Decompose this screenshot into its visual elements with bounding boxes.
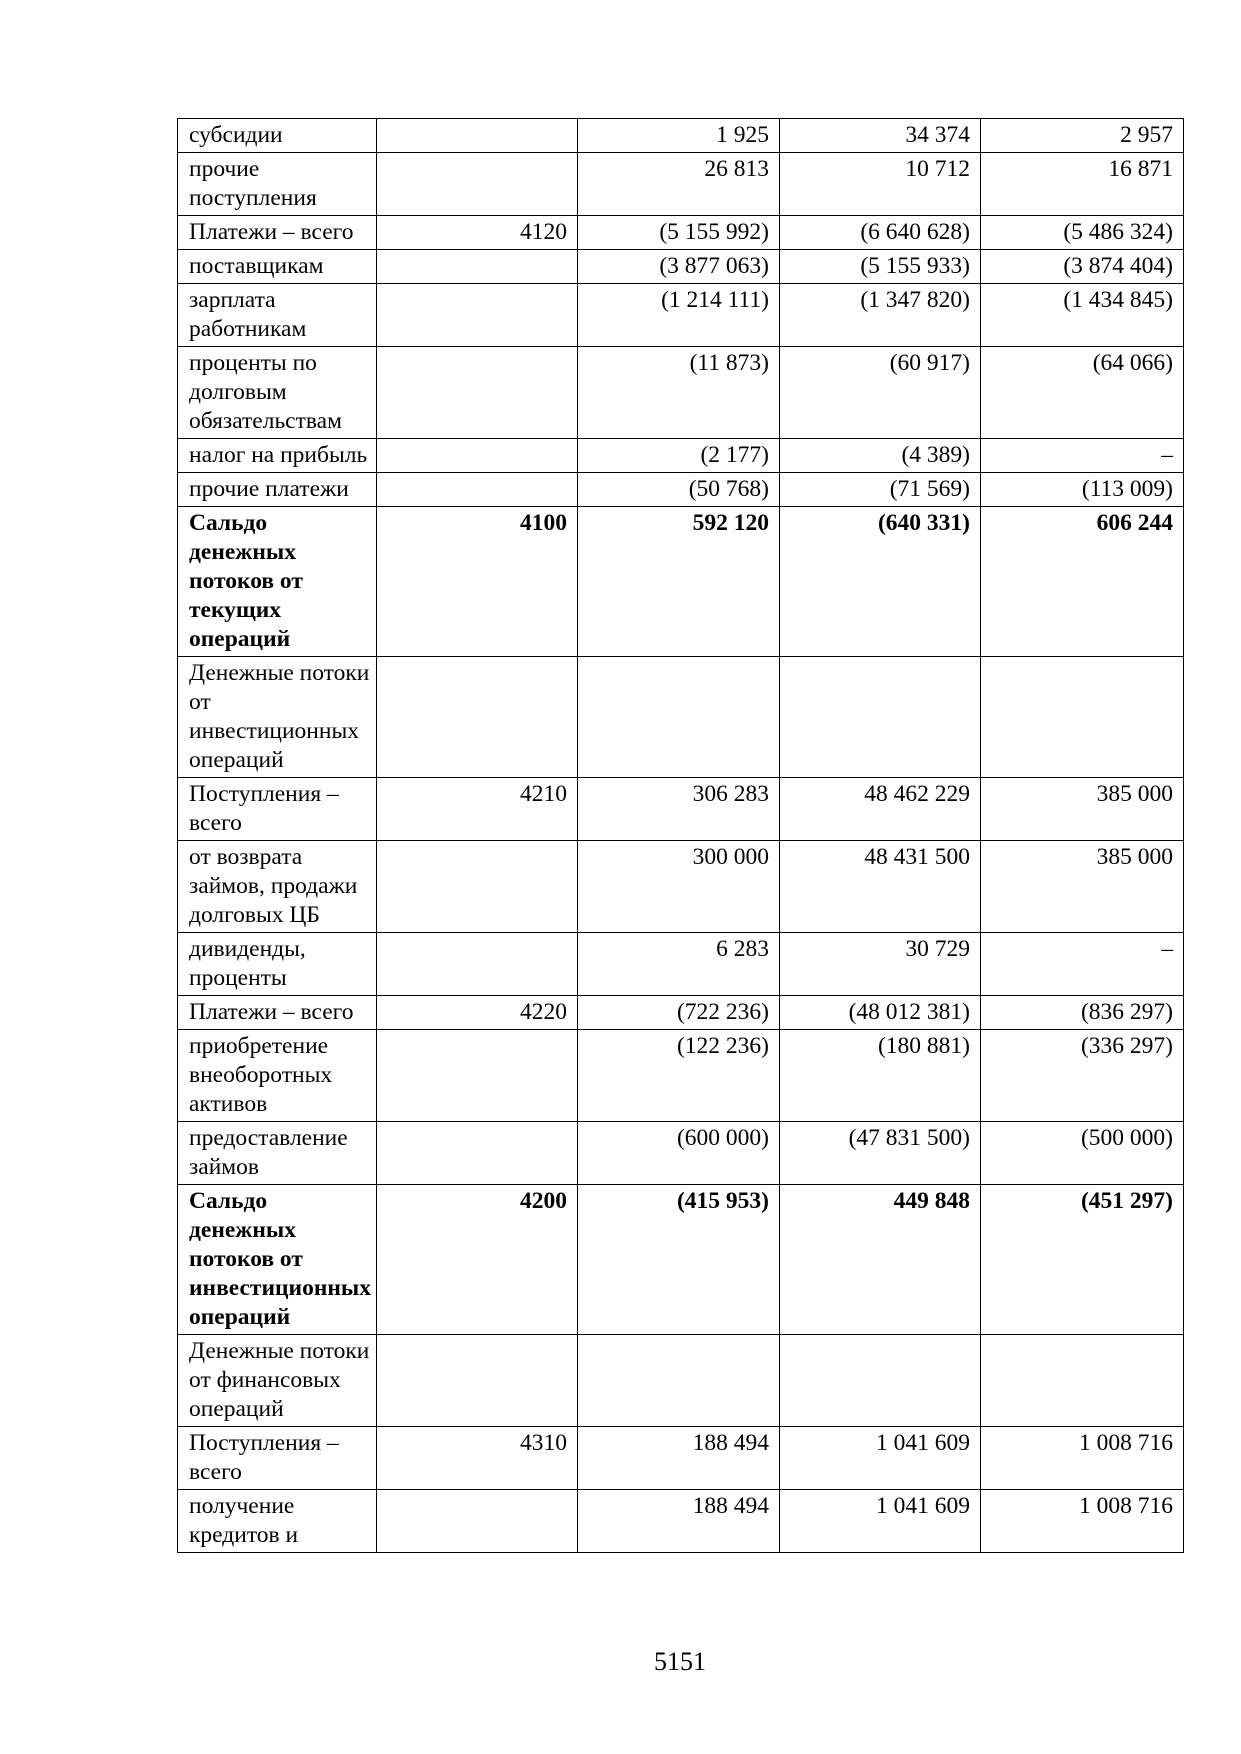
row-label: Сальдо денежных потоков от инвестиционных операций [178, 1185, 377, 1335]
value-col-1: 592 120 [578, 507, 780, 657]
row-label: Денежные потоки от инвестиционных операций [178, 657, 377, 778]
value-col-1: (122 236) [578, 1030, 780, 1122]
row-code: 4120 [377, 216, 578, 250]
value-col-2: (640 331) [780, 507, 981, 657]
value-col-3: 16 871 [981, 153, 1184, 216]
value-col-1: (415 953) [578, 1185, 780, 1335]
cash-flow-table [177, 118, 1184, 1553]
value-col-2: 1 041 609 [780, 1427, 981, 1490]
value-col-2: (48 012 381) [780, 996, 981, 1030]
table-row [178, 284, 1184, 347]
value-col-1: 1 925 [578, 119, 780, 153]
row-code: 4100 [377, 507, 578, 657]
value-col-3 [981, 657, 1184, 778]
row-code [377, 250, 578, 284]
value-col-2: (47 831 500) [780, 1122, 981, 1185]
value-col-2: (5 155 933) [780, 250, 981, 284]
value-col-2: 1 041 609 [780, 1490, 981, 1553]
value-col-3: (3 874 404) [981, 250, 1184, 284]
table-row [178, 250, 1184, 284]
value-col-1: 306 283 [578, 778, 780, 841]
value-col-3: (836 297) [981, 996, 1184, 1030]
row-code [377, 1490, 578, 1553]
row-code [377, 347, 578, 439]
table-row [178, 1490, 1184, 1553]
table-row [178, 1427, 1184, 1490]
row-label: Денежные потоки от финансовых операций [178, 1335, 377, 1427]
row-label: прочие поступления [178, 153, 377, 216]
row-label: предоставление займов [178, 1122, 377, 1185]
row-label: Поступления – всего [178, 1427, 377, 1490]
page-number: 5151 [654, 1647, 706, 1676]
row-code: 4220 [377, 996, 578, 1030]
value-col-2: 10 712 [780, 153, 981, 216]
row-label: зарплата работникам [178, 284, 377, 347]
table-row [178, 1122, 1184, 1185]
row-code: 4310 [377, 1427, 578, 1490]
row-label: Платежи – всего [178, 996, 377, 1030]
value-col-1: (600 000) [578, 1122, 780, 1185]
row-code [377, 1030, 578, 1122]
row-label: Платежи – всего [178, 216, 377, 250]
row-label: налог на прибыль [178, 439, 377, 473]
value-col-1 [578, 657, 780, 778]
value-col-3: (500 000) [981, 1122, 1184, 1185]
value-col-3: 606 244 [981, 507, 1184, 657]
value-col-1: (722 236) [578, 996, 780, 1030]
value-col-3: 2 957 [981, 119, 1184, 153]
value-col-3 [981, 1335, 1184, 1427]
value-col-2: 48 462 229 [780, 778, 981, 841]
value-col-2: (71 569) [780, 473, 981, 507]
value-col-2: (4 389) [780, 439, 981, 473]
row-label: Сальдо денежных потоков от текущих операций [178, 507, 377, 657]
cash-flow-table-body [178, 119, 1184, 1553]
row-code [377, 933, 578, 996]
table-row-total [178, 1185, 1184, 1335]
value-col-3: – [981, 933, 1184, 996]
row-label: Поступления – всего [178, 778, 377, 841]
value-col-3: (113 009) [981, 473, 1184, 507]
value-col-3: 385 000 [981, 778, 1184, 841]
value-col-2 [780, 1335, 981, 1427]
row-code [377, 841, 578, 933]
value-col-2: 449 848 [780, 1185, 981, 1335]
row-code [377, 119, 578, 153]
row-label: прочие платежи [178, 473, 377, 507]
table-row [178, 841, 1184, 933]
value-col-3: (5 486 324) [981, 216, 1184, 250]
row-code [377, 284, 578, 347]
value-col-1: (2 177) [578, 439, 780, 473]
table-row [178, 996, 1184, 1030]
table-row [178, 216, 1184, 250]
value-col-3: (336 297) [981, 1030, 1184, 1122]
row-label: проценты по долговым обязательствам [178, 347, 377, 439]
table-row [178, 933, 1184, 996]
row-code [377, 1122, 578, 1185]
value-col-2: 30 729 [780, 933, 981, 996]
value-col-1: 26 813 [578, 153, 780, 216]
value-col-2: 34 374 [780, 119, 981, 153]
value-col-3: (451 297) [981, 1185, 1184, 1335]
value-col-3: 1 008 716 [981, 1427, 1184, 1490]
value-col-1 [578, 1335, 780, 1427]
value-col-3: (64 066) [981, 347, 1184, 439]
row-code [377, 153, 578, 216]
value-col-1: 300 000 [578, 841, 780, 933]
value-col-1: (11 873) [578, 347, 780, 439]
value-col-3: – [981, 439, 1184, 473]
row-label: поставщикам [178, 250, 377, 284]
value-col-2: (1 347 820) [780, 284, 981, 347]
value-col-1: (5 155 992) [578, 216, 780, 250]
row-label: от возврата займов, продажи долговых ЦБ [178, 841, 377, 933]
table-row [178, 439, 1184, 473]
table-row-section [178, 1335, 1184, 1427]
value-col-3: 1 008 716 [981, 1490, 1184, 1553]
row-code [377, 1335, 578, 1427]
value-col-3: 385 000 [981, 841, 1184, 933]
table-row [178, 347, 1184, 439]
value-col-1: (3 877 063) [578, 250, 780, 284]
table-row [178, 119, 1184, 153]
value-col-2: (60 917) [780, 347, 981, 439]
table-row [178, 473, 1184, 507]
row-label: дивиденды, проценты [178, 933, 377, 996]
row-code: 4210 [377, 778, 578, 841]
row-code [377, 657, 578, 778]
row-label: субсидии [178, 119, 377, 153]
value-col-3: (1 434 845) [981, 284, 1184, 347]
table-row [178, 1030, 1184, 1122]
value-col-2 [780, 657, 981, 778]
value-col-2: 48 431 500 [780, 841, 981, 933]
table-row-section [178, 657, 1184, 778]
value-col-2: (180 881) [780, 1030, 981, 1122]
row-label: получение кредитов и [178, 1490, 377, 1553]
table-row [178, 778, 1184, 841]
value-col-1: (50 768) [578, 473, 780, 507]
value-col-1: 188 494 [578, 1427, 780, 1490]
table-row-total [178, 507, 1184, 657]
row-code: 4200 [377, 1185, 578, 1335]
value-col-2: (6 640 628) [780, 216, 981, 250]
value-col-1: (1 214 111) [578, 284, 780, 347]
value-col-1: 188 494 [578, 1490, 780, 1553]
row-code [377, 439, 578, 473]
value-col-1: 6 283 [578, 933, 780, 996]
row-code [377, 473, 578, 507]
table-row [178, 153, 1184, 216]
row-label: приобретение внеоборотных активов [178, 1030, 377, 1122]
